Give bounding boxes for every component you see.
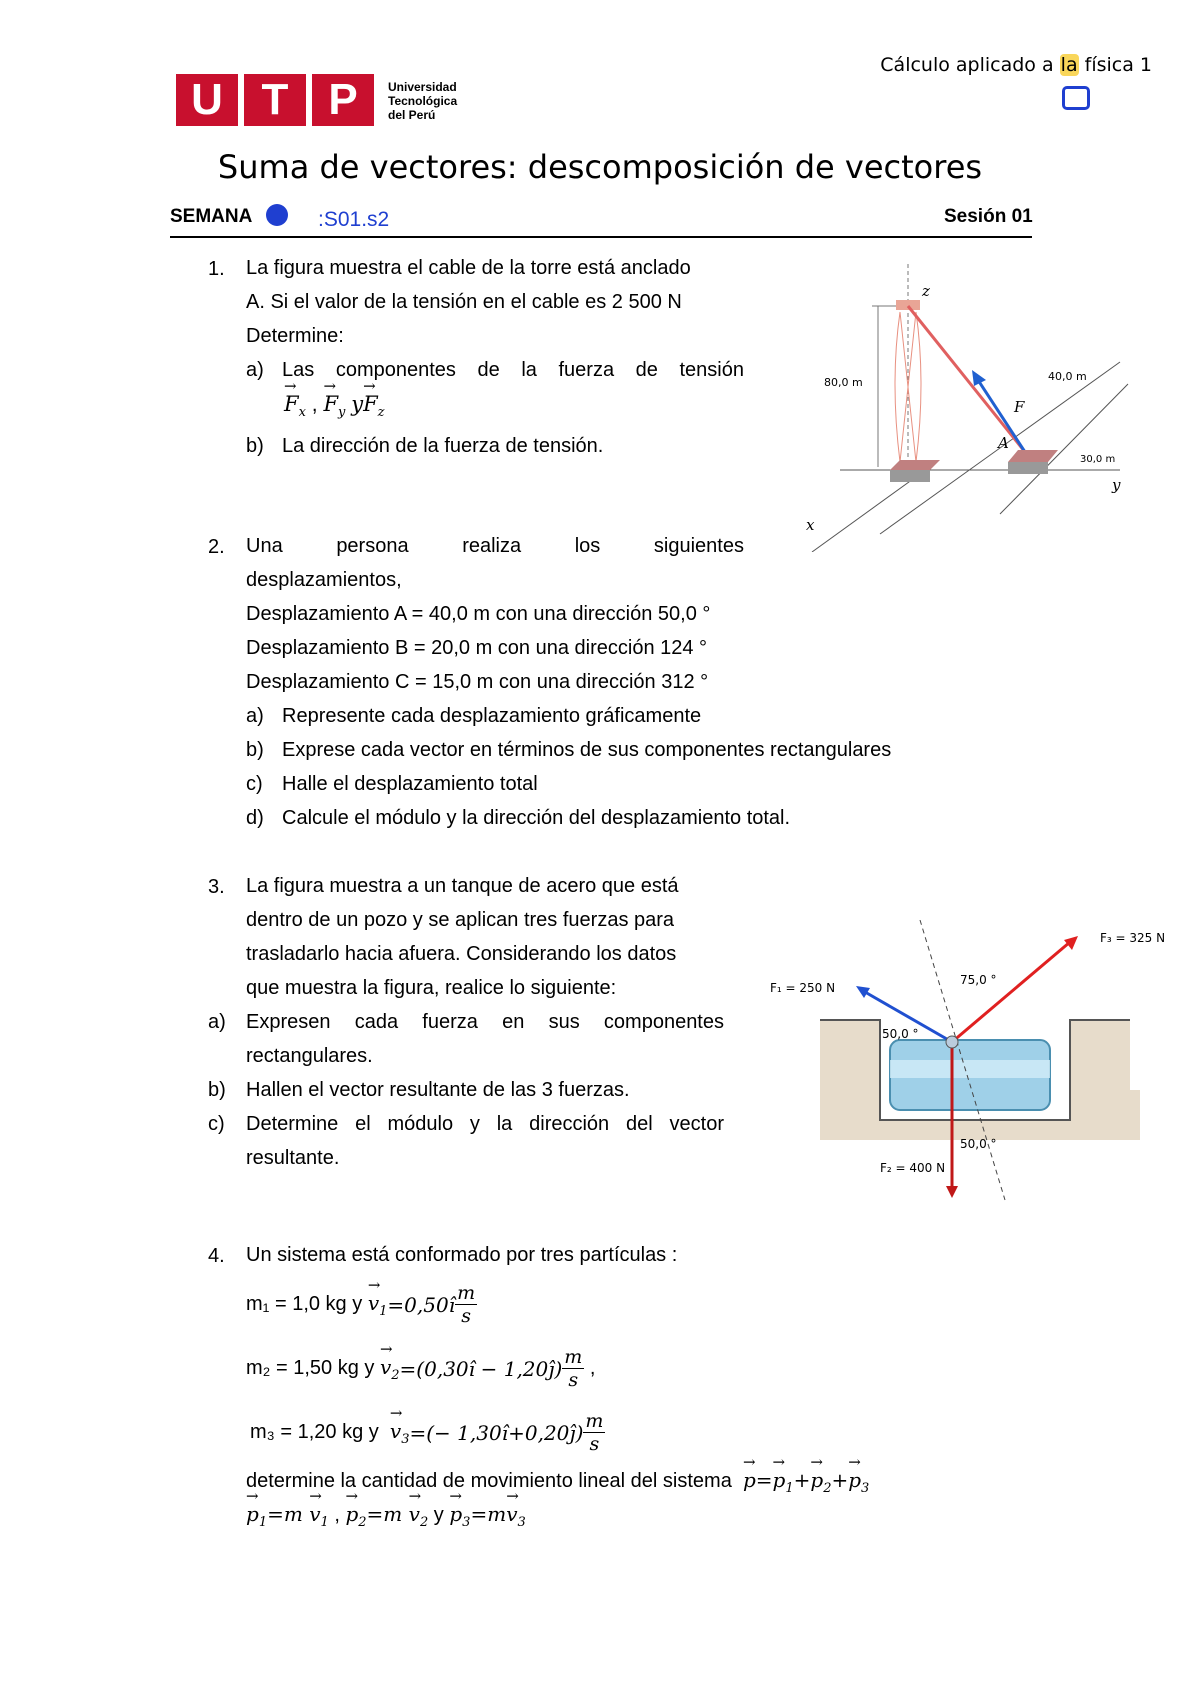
comment-dot-icon[interactable] bbox=[266, 204, 288, 226]
displacement-a: Desplazamiento A = 40,0 m con una dirección 50,0 ° bbox=[246, 603, 711, 625]
logo-text-2: Tecnológica bbox=[388, 94, 458, 108]
session-label: Sesión 01 bbox=[944, 206, 1033, 227]
svg-text:F: F bbox=[1014, 398, 1025, 416]
problem-2-list-item: b) Exprese cada vector en términos de sus componentes rectangulares bbox=[246, 739, 892, 761]
particle-3: m₃ = 1,20 kg y → $v_3$ =(− 1,30 î +0,20 ĵ) $\frac{m}{s}$ bbox=[250, 1410, 605, 1455]
logo-text-3: del Perú bbox=[388, 108, 436, 122]
svg-text:80,0 m: 80,0 m bbox=[824, 376, 863, 389]
problem-1-b-text: La dirección de la fuerza de tensión. bbox=[282, 435, 604, 457]
problem-4-intro: Un sistema está conformado por tres partículas : bbox=[246, 1244, 678, 1266]
attachment-point bbox=[946, 1036, 958, 1048]
displacement-b: Desplazamiento B = 20,0 m con una dirección 124 ° bbox=[246, 637, 708, 659]
svg-text:F₃ = 325 N: F₃ = 325 N bbox=[1100, 931, 1166, 945]
tower-top bbox=[896, 300, 920, 310]
problem-4-number: 4. bbox=[208, 1245, 225, 1267]
cable bbox=[908, 306, 1025, 452]
problem-2-number: 2. bbox=[208, 536, 225, 558]
header-rule bbox=[170, 236, 1032, 238]
course-header: Cálculo aplicado a la física 1 bbox=[880, 54, 1152, 76]
svg-text:A: A bbox=[998, 434, 1009, 452]
problem-1-a-label: a) bbox=[246, 359, 264, 381]
particle-1: m₁ = 1,0 kg y → $v_1$ =0,50 î $\frac{m}{s}$ bbox=[246, 1282, 477, 1327]
displacement-c: Desplazamiento C = 15,0 m con una dirección 312 ° bbox=[246, 671, 709, 693]
svg-text:50,0 °: 50,0 ° bbox=[882, 1027, 919, 1041]
logo-text-1: Universidad bbox=[388, 80, 457, 94]
svg-text:z: z bbox=[922, 282, 930, 300]
tower-base bbox=[890, 460, 940, 470]
problem-1-text: La figura muestra el cable de la torre está anclado A. Si el valor de la tensión en el cable es 2 500 N Determine: bbox=[246, 257, 691, 347]
comment-marker-icon[interactable] bbox=[1062, 86, 1090, 110]
problem-1-b-label: b) bbox=[246, 435, 264, 457]
utp-logo bbox=[176, 74, 457, 126]
svg-text:30,0 m: 30,0 m bbox=[1080, 454, 1116, 465]
week-label: SEMANA bbox=[170, 206, 253, 227]
logo-letter-t: T bbox=[244, 74, 306, 126]
problem-1-number: 1. bbox=[208, 258, 225, 280]
tower-figure bbox=[800, 262, 1140, 552]
svg-text:F₁ = 250 N: F₁ = 250 N bbox=[770, 981, 836, 995]
problem-2-intro: Una persona realiza los siguientes bbox=[246, 535, 744, 557]
force-f2-arrowhead-icon bbox=[946, 1186, 958, 1198]
problem-2-list-item: a) Represente cada desplazamiento gráficamente bbox=[246, 705, 702, 727]
svg-text:40,0 m: 40,0 m bbox=[1048, 370, 1087, 383]
x-axis bbox=[812, 474, 920, 552]
problem-2-list-item: c) Halle el desplazamiento total bbox=[246, 773, 538, 795]
svg-text:y: y bbox=[1112, 476, 1121, 494]
problem-3-number: 3. bbox=[208, 876, 225, 898]
force-f3-arrowhead-icon bbox=[1064, 936, 1078, 950]
problem-2-list-item: d) Calcule el módulo y la dirección del desplazamiento total. bbox=[246, 807, 791, 829]
force-components-formula: → $F_x$ , → $F_y$ $y\to F_z$ bbox=[284, 392, 385, 420]
momentum-instruction: determine la cantidad de movimiento lineal del sistema → $p=\to p_1+\to p_2+\to p_3$ bbox=[246, 1468, 869, 1496]
svg-text:50,0 °: 50,0 ° bbox=[960, 1137, 997, 1151]
week-code: :S01.s2 bbox=[318, 208, 390, 231]
problem-1-a-text: Las componentes de la fuerza de tensión bbox=[282, 359, 744, 381]
particle-2: m₂ = 1,50 kg y → $v_2$ =(0,30 î − 1,20 ĵ) $\frac{m}{s}$ , bbox=[246, 1346, 595, 1391]
logo-letter-u: U bbox=[176, 74, 238, 126]
force-f3-arrow bbox=[952, 942, 1070, 1042]
logo-letter-p: P bbox=[312, 74, 374, 126]
svg-text:x: x bbox=[806, 516, 815, 534]
svg-text:75,0 °: 75,0 ° bbox=[960, 973, 997, 987]
tank-figure bbox=[760, 920, 1180, 1220]
problem-3-text: La figura muestra a un tanque de acero que está dentro de un pozo y se aplican tres fuerzas para trasladarlo hacia afuera. Considerando los datos que muestra la figura, realice lo siguiente: bbox=[246, 875, 679, 999]
svg-text:F₂ = 400 N: F₂ = 400 N bbox=[880, 1161, 946, 1175]
highlight-mark: la bbox=[1060, 54, 1078, 76]
anchor-base bbox=[1008, 450, 1058, 462]
page-title: Suma de vectores: descomposición de vectores bbox=[217, 148, 983, 186]
momentum-definitions: → $p_1=m \to v_1$ , → $p_2=m \to v_2$ $y \to p_3=m\to v_3$ bbox=[246, 1502, 526, 1530]
